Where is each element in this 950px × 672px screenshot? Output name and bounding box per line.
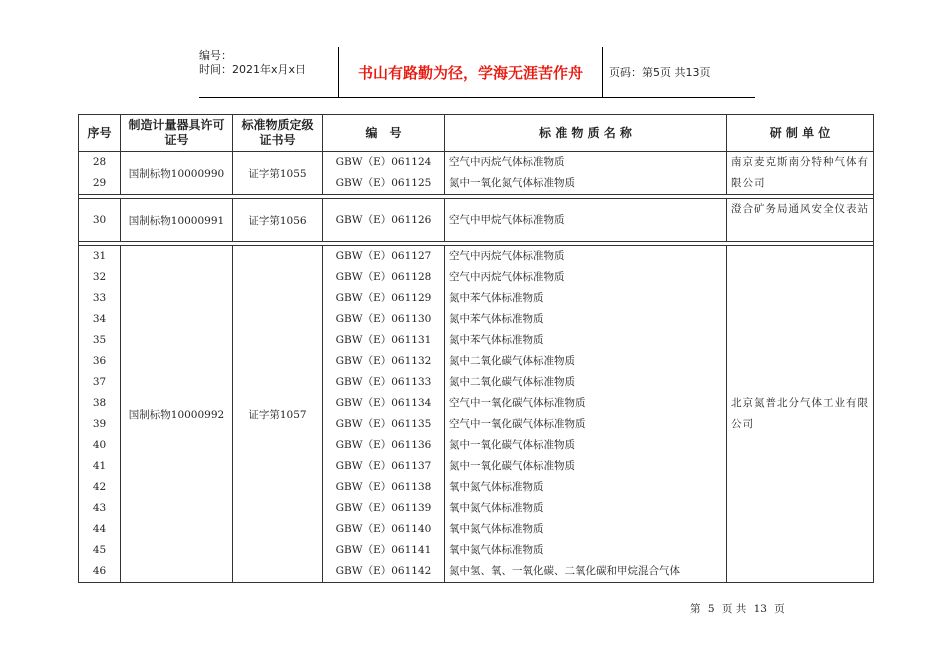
footer-total: 13	[753, 603, 767, 615]
standards-table	[78, 114, 874, 583]
seq-cell-line: 46	[92, 565, 107, 577]
footer-suffix: 页	[774, 603, 785, 615]
footer-mid: 页 共	[721, 603, 747, 615]
header-meta	[199, 47, 339, 97]
seq-cell-line: 30	[92, 213, 107, 226]
code-cell-line: GBW（E）061139	[335, 502, 432, 514]
seq-cell	[79, 152, 121, 195]
time-label: 时间：2021年x月x日	[199, 63, 307, 76]
number-label: 编号：	[199, 49, 232, 62]
permit-cell: 国制标物10000990	[121, 152, 233, 195]
name-cell-line: 氧中氮气体标准物质	[449, 502, 544, 514]
code-cell	[323, 152, 445, 195]
code-cell	[323, 199, 445, 242]
code-cell-line: GBW（E）061135	[335, 418, 432, 430]
cert-cell: 证字第1056	[233, 199, 323, 242]
code-cell-line: GBW（E）061136	[335, 439, 432, 451]
name-cell-line: 空气中丙烷气体标准物质	[449, 250, 565, 262]
code-cell-line: GBW（E）061125	[335, 177, 432, 189]
seq-cell-line: 45	[92, 544, 107, 556]
name-cell	[445, 246, 727, 583]
seq-cell-line: 44	[92, 523, 107, 535]
code-cell-line: GBW（E）061126	[335, 213, 432, 226]
footer-page: 5	[707, 603, 715, 615]
header-permit: 制造计量器具许可证号	[121, 115, 233, 152]
code-cell-line: GBW（E）061124	[335, 156, 432, 168]
seq-cell-line: 40	[92, 439, 107, 451]
permit-cell: 国制标物10000992	[121, 246, 233, 583]
name-cell-line: 空气中一氧化碳气体标准物质	[449, 418, 586, 430]
name-cell-line: 氮中苯气体标准物质	[449, 334, 544, 346]
seq-cell-line: 42	[92, 481, 107, 493]
name-cell	[445, 152, 727, 195]
seq-cell-line: 34	[92, 313, 107, 325]
seq-cell-line: 43	[92, 502, 107, 514]
name-cell-line: 空气中丙烷气体标准物质	[449, 156, 565, 168]
name-cell-line: 氮中一氧化碳气体标准物质	[449, 460, 575, 472]
name-cell-line: 氮中氢、氧、一氧化碳、二氧化碳和甲烷混合气体	[449, 565, 680, 577]
cert-cell: 证字第1057	[233, 246, 323, 583]
code-cell-line: GBW（E）061129	[335, 292, 432, 304]
unit-cell: 北京氮普北分气体工业有限公司	[727, 246, 874, 583]
unit-cell: 澄合矿务局通风安全仪表站	[727, 199, 874, 242]
seq-cell-line: 32	[92, 271, 107, 283]
seq-cell-line: 36	[92, 355, 107, 367]
code-cell-line: GBW（E）061128	[335, 271, 432, 283]
unit-cell: 南京麦克斯南分特种气体有限公司	[727, 152, 874, 195]
code-cell-line: GBW（E）061140	[335, 523, 432, 535]
code-cell-line: GBW（E）061132	[335, 355, 432, 367]
name-cell-line: 氮中二氧化碳气体标准物质	[449, 355, 575, 367]
name-cell-line: 氮中苯气体标准物质	[449, 313, 544, 325]
code-cell-line: GBW（E）061141	[335, 544, 432, 556]
page-header	[199, 47, 755, 98]
table-row	[79, 246, 874, 583]
header-unit: 研 制 单 位	[727, 115, 874, 152]
page-footer	[688, 601, 787, 616]
code-cell-line: GBW（E）061138	[335, 481, 432, 493]
table-header-row	[79, 115, 874, 152]
seq-cell-line: 31	[92, 250, 107, 262]
permit-cell: 国制标物10000991	[121, 199, 233, 242]
seq-cell-line: 28	[92, 156, 107, 168]
name-cell-line: 氧中氮气体标准物质	[449, 544, 544, 556]
header-name: 标 准 物 质 名 称	[445, 115, 727, 152]
name-cell-line: 空气中丙烷气体标准物质	[449, 271, 565, 283]
name-cell-line: 空气中甲烷气体标准物质	[449, 213, 565, 226]
seq-cell-line: 39	[92, 418, 107, 430]
seq-cell-line: 35	[92, 334, 107, 346]
table-body	[79, 152, 874, 583]
seq-cell-line: 29	[92, 177, 107, 189]
header-motto: 书山有路勤为径，学海无涯苦作舟	[339, 47, 603, 97]
name-cell-line: 氮中二氧化碳气体标准物质	[449, 376, 575, 388]
seq-cell	[79, 246, 121, 583]
seq-cell-line: 37	[92, 376, 107, 388]
code-cell-line: GBW（E）061130	[335, 313, 432, 325]
code-cell-line: GBW（E）061137	[335, 460, 432, 472]
name-cell-line: 氮中一氧化氮气体标准物质	[449, 177, 575, 189]
code-cell-line: GBW（E）061134	[335, 397, 432, 409]
name-cell-line: 氮中一氧化碳气体标准物质	[449, 439, 575, 451]
code-cell-line: GBW（E）061133	[335, 376, 432, 388]
table-row	[79, 199, 874, 242]
code-cell-line: GBW（E）061131	[335, 334, 432, 346]
code-cell	[323, 246, 445, 583]
name-cell-line: 氧中氮气体标准物质	[449, 481, 544, 493]
seq-cell-line: 38	[92, 397, 107, 409]
seq-cell-line: 33	[92, 292, 107, 304]
name-cell-line: 空气中一氧化碳气体标准物质	[449, 397, 586, 409]
table-row	[79, 152, 874, 195]
cert-cell: 证字第1055	[233, 152, 323, 195]
name-cell	[445, 199, 727, 242]
code-cell-line: GBW（E）061127	[335, 250, 432, 262]
header-page-label: 页码：第5页 共13页	[609, 66, 711, 79]
footer-prefix: 第	[690, 603, 701, 615]
header-seq: 序号	[79, 115, 121, 152]
header-cert: 标准物质定级证书号	[233, 115, 323, 152]
name-cell-line: 氧中氮气体标准物质	[449, 523, 544, 535]
seq-cell	[79, 199, 121, 242]
name-cell-line: 氮中苯气体标准物质	[449, 292, 544, 304]
header-code: 编 号	[323, 115, 445, 152]
seq-cell-line: 41	[92, 460, 107, 472]
code-cell-line: GBW（E）061142	[335, 565, 432, 577]
